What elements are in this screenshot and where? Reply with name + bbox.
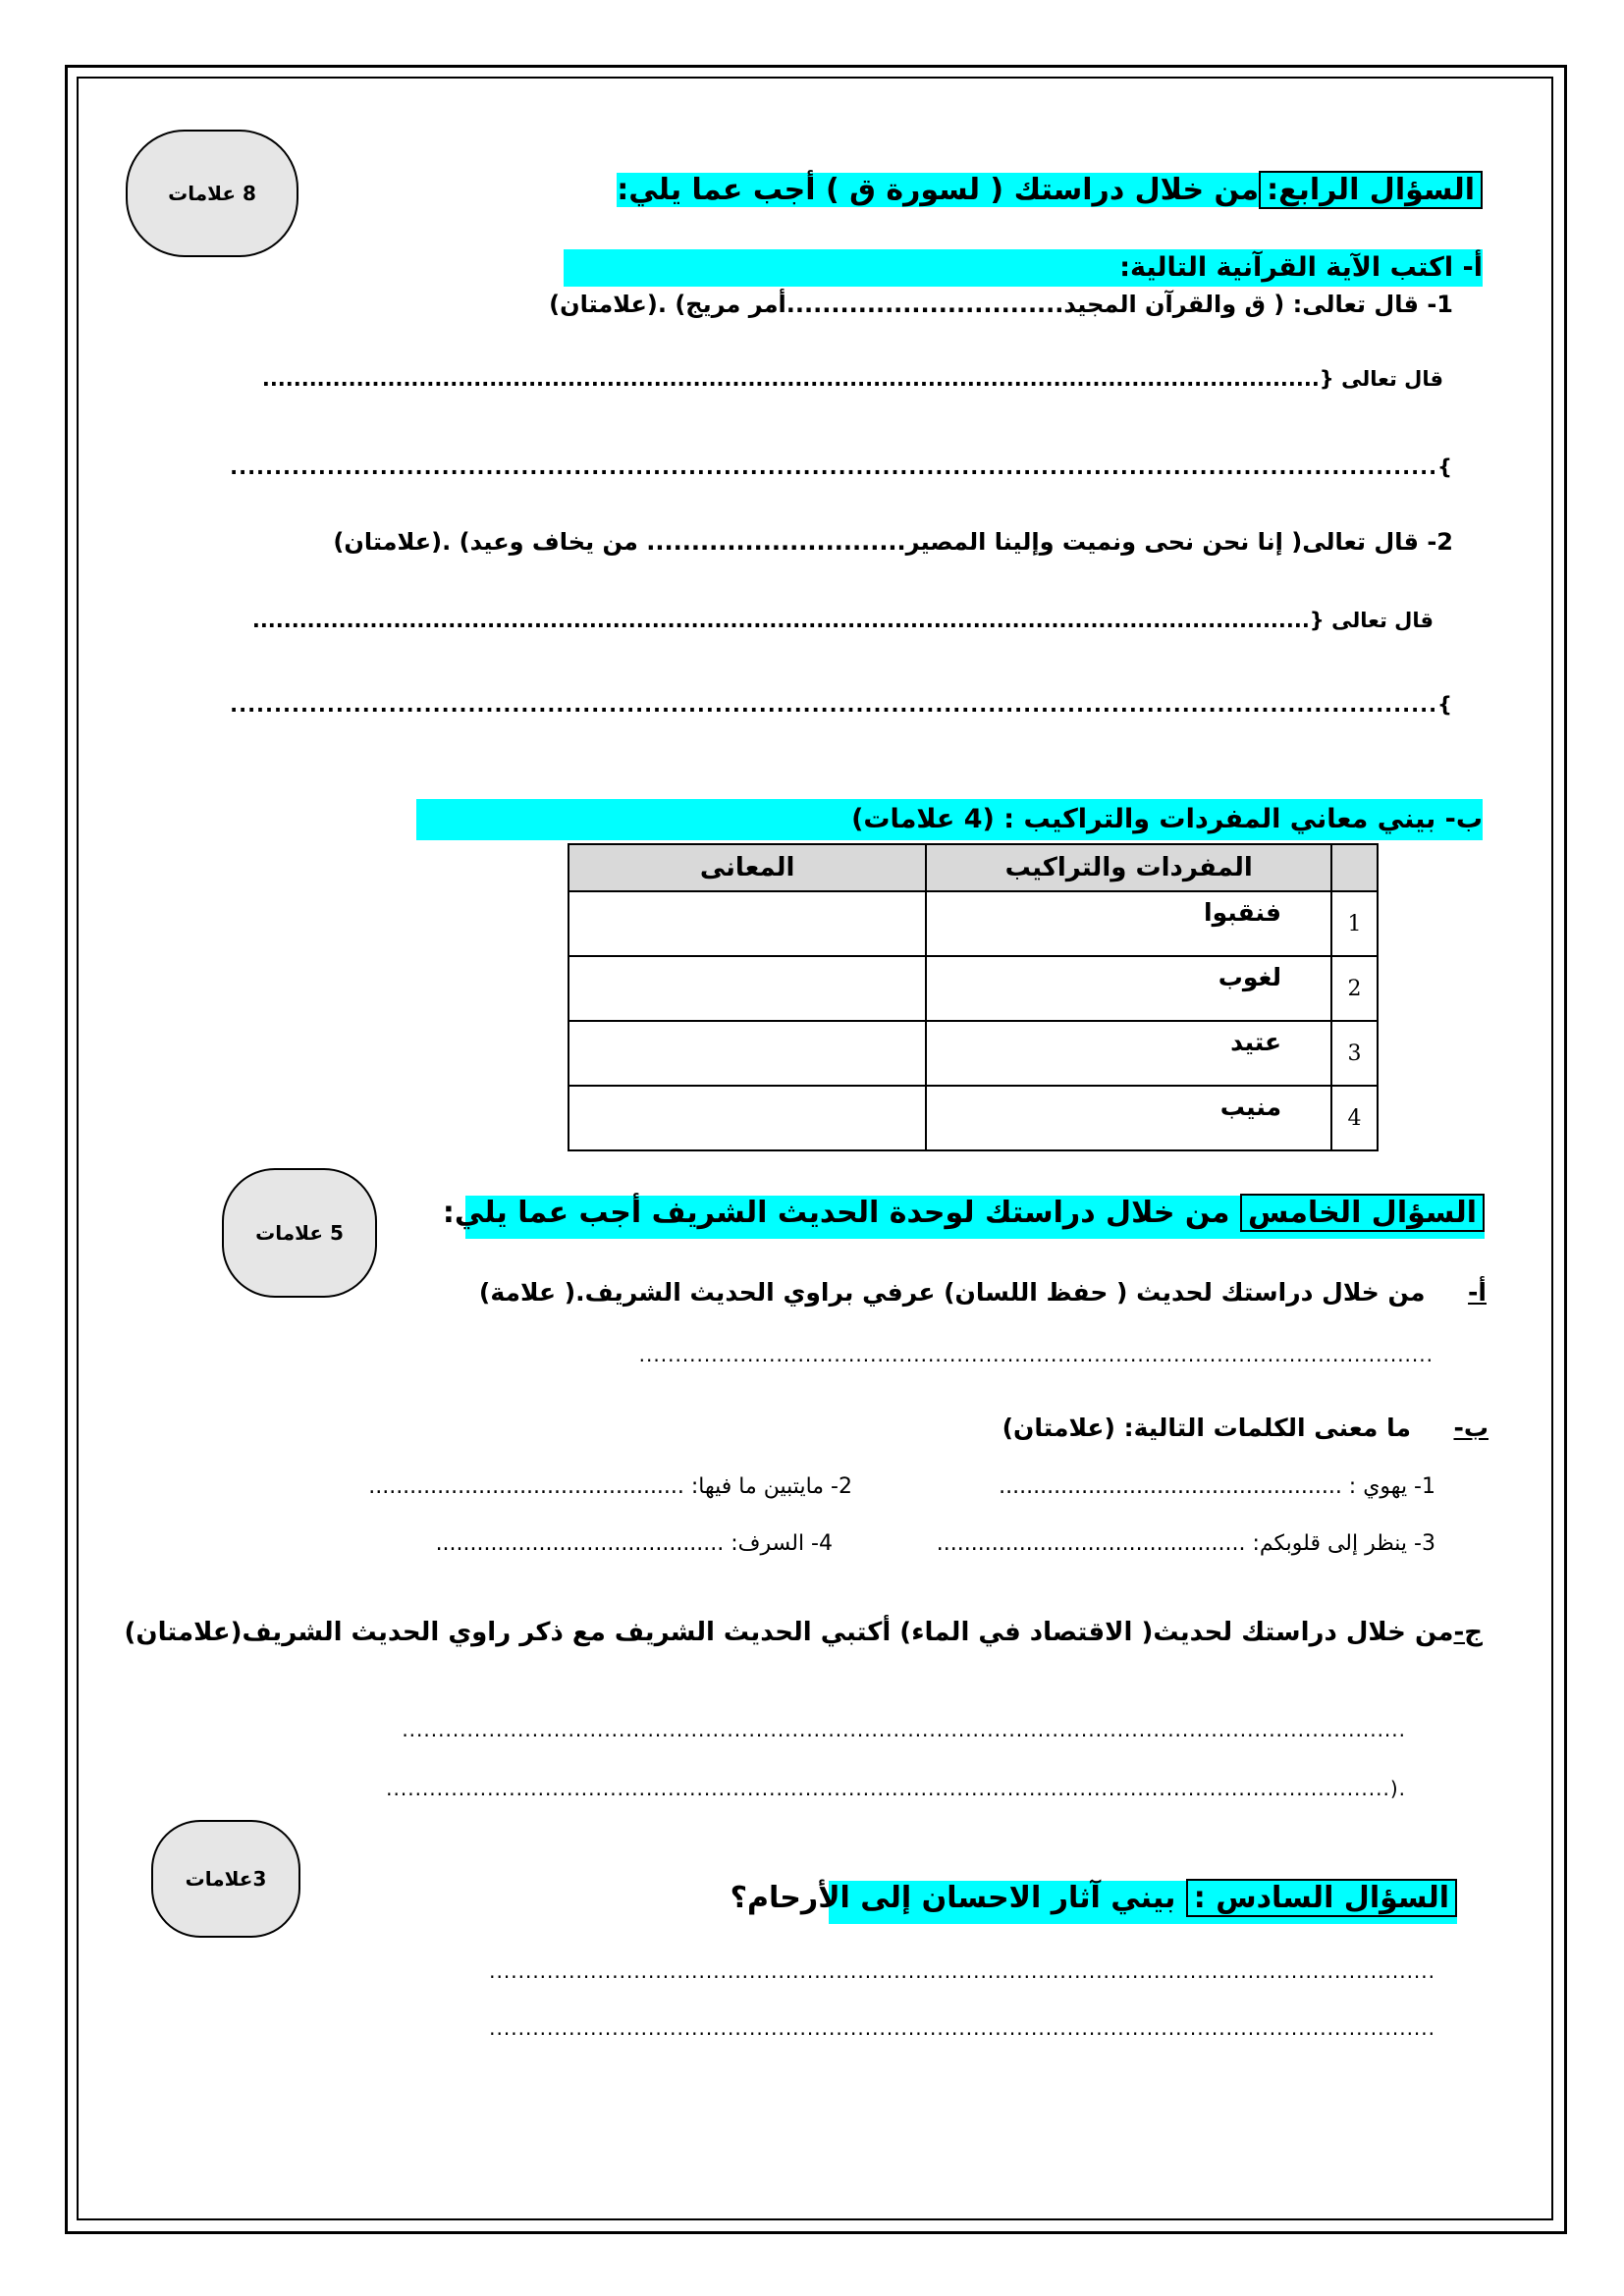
q6-heading [730, 1881, 1457, 1924]
q4-item1-line2: }......................................................................................................................................... [230, 455, 1453, 479]
q5-word-4: 4- السرف: .......................................... [435, 1531, 833, 1556]
q4-item2: 2- قال تعالى( إنا نحن نحى ونميت وإلينا المصير............................. من يخاف وعيد) .(علامتان) [333, 528, 1453, 556]
table-row [568, 1021, 1378, 1086]
q6-marks-text: 3علامات [185, 1867, 267, 1891]
q5-a-line: .............................................................................................................. [638, 1343, 1434, 1366]
q4-b-title: ب- بيني معاني المفردات والتراكيب : (4 علامات) [416, 799, 1483, 840]
vocab-num: 1 [1331, 891, 1378, 956]
vocab-word: لغوب [926, 956, 1331, 1021]
q5-heading [442, 1196, 1485, 1239]
q4-item1: 1- قال تعالى: ( ق والقرآن المجيد...............................أمر مريج) .(علامتان) [549, 291, 1453, 318]
vocab-header-meanings: المعانى [568, 844, 926, 891]
q4-marks-text: 8 علامات [168, 182, 256, 205]
q5-c-text: من خلال دراستك لحديث( الاقتصاد في الماء) أكتبي الحديث الشريف مع ذكر راوي الحديث الشريف(علامتان) [124, 1618, 1454, 1647]
q5-a-text: من خلال دراستك لحديث ( حفظ اللسان) عرفي براوي الحديث الشريف.( علامة) [478, 1278, 1426, 1307]
q6-title: بيني آثار الاحسان إلى الأرحام؟ [730, 1881, 1186, 1915]
vocab-num: 3 [1331, 1021, 1378, 1086]
q5-b-text: ما معنى الكلمات التالية: (علامتان) [1001, 1414, 1411, 1442]
q5-c-letter: ج- [1453, 1618, 1483, 1647]
vocab-meaning-cell[interactable] [568, 1021, 926, 1086]
table-row [568, 1086, 1378, 1150]
q5-label: السؤال الخامس [1240, 1194, 1485, 1232]
q5-b [1002, 1414, 1489, 1442]
q4-heading [617, 173, 1483, 218]
q5-word-3: 3- ينظر إلى قلوبكم: ............................................. [936, 1531, 1435, 1556]
vocab-meaning-cell[interactable] [568, 956, 926, 1021]
vocab-num: 2 [1331, 956, 1378, 1021]
q4-marks-badge [126, 130, 298, 257]
q6-label: السؤال السادس : [1186, 1879, 1457, 1917]
q6-line1: ................................................................................................................................... [489, 1959, 1435, 1983]
vocab-header-row [568, 844, 1378, 891]
q6-marks-badge [151, 1820, 300, 1938]
q6-line2: ................................................................................................................................... [489, 2016, 1435, 2040]
vocab-word: فنقبوا [926, 891, 1331, 956]
vocab-table [568, 843, 1379, 1151]
vocab-word: منيب [926, 1086, 1331, 1150]
q4-item2-line2: }......................................................................................................................................... [230, 693, 1453, 717]
q4-item2-line1: قال تعالى {....................................................................................................................................... [251, 609, 1434, 632]
q4-a-title: أ- اكتب الآية القرآنية التالية: [564, 249, 1483, 287]
q5-title: من خلال دراستك لوحدة الحديث الشريف أجب عما يلي: [442, 1196, 1240, 1230]
q5-marks-badge [222, 1168, 377, 1298]
q5-c [125, 1618, 1483, 1647]
vocab-meaning-cell[interactable] [568, 1086, 926, 1150]
q5-b-letter: ب- [1453, 1414, 1489, 1442]
vocab-word: عتيد [926, 1021, 1331, 1086]
table-row [568, 891, 1378, 956]
q5-a-letter: أ- [1468, 1278, 1487, 1307]
vocab-header-words: المفردات والتراكيب [926, 844, 1331, 891]
vocab-header-num [1331, 844, 1378, 891]
q5-a [479, 1278, 1487, 1307]
q5-marks-text: 5 علامات [255, 1221, 344, 1245]
q5-word-2: 2- مايتبين ما فيها: .............................................. [368, 1474, 852, 1499]
vocab-meaning-cell[interactable] [568, 891, 926, 956]
q4-item1-line1: قال تعالى {....................................................................................................................................... [261, 367, 1443, 391]
vocab-num: 4 [1331, 1086, 1378, 1150]
q4-title: من خلال دراستك ( لسورة ق ) أجب عما يلي: [617, 173, 1260, 207]
table-row [568, 956, 1378, 1021]
q5-c-line2: .(........................................................................................................................................... [386, 1777, 1406, 1800]
q4-label: السؤال الرابع: [1259, 171, 1483, 209]
q5-c-line1: ........................................................................................................................................... [402, 1718, 1406, 1741]
q5-word-1: 1- يهوي : .................................................. [999, 1474, 1435, 1499]
